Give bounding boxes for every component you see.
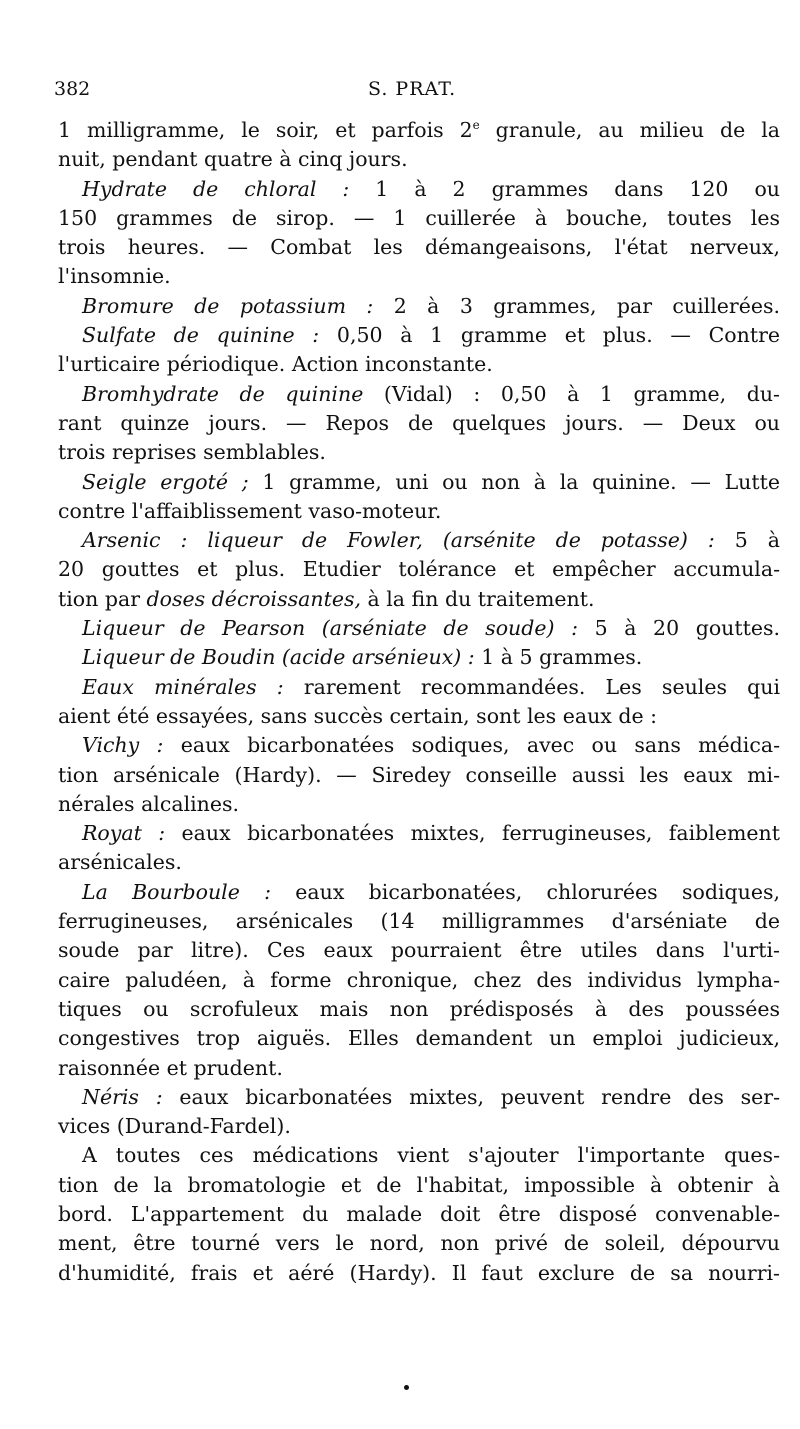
text-line: l'urticaire périodique. Action inconstante. (58, 352, 493, 377)
paragraph-start: A toutes ces médications vient s'ajouter l'importante ques- (82, 1143, 780, 1168)
text-line: tiques ou scrofuleux mais non prédisposés à des poussées (58, 996, 780, 1021)
entry-sulfate-quinine: Sulfate de quinine : 0,50 à 1 gramme et plus. — Contre (82, 323, 780, 348)
page-header (0, 78, 800, 108)
entry-bromure-potassium: Bromure de potassium : 2 à 3 grammes, par cuillerées. (82, 293, 780, 318)
entry-liqueur-boudin: Liqueur de Boudin (acide arsénieux) : 1 à 5 grammes. (82, 645, 643, 670)
entry-la-bourboule: La Bourboule : eaux bicarbonatées, chlorurées sodiques, (82, 879, 780, 904)
entry-neris: Néris : eaux bicarbonatées mixtes, peuvent rendre des ser- (82, 1084, 780, 1109)
text-line: rant quinze jours. — Repos de quelques jours. — Deux ou (58, 410, 780, 435)
entry-bromhydrate-quinine: Bromhydrate de quinine (Vidal) : 0,50 à 1 gramme, du- (82, 381, 780, 406)
text-line: 1 milligramme, le soir, et parfois 2e granule, au milieu de la (58, 118, 780, 142)
entry-liqueur-pearson: Liqueur de Pearson (arséniate de soude) : 5 à 20 gouttes. (82, 616, 781, 641)
text-line: soude par litre). Ces eaux pourraient être utiles dans l'urti- (58, 938, 780, 963)
text-line: 150 grammes de sirop. — 1 cuillerée à bouche, toutes les (58, 205, 780, 230)
page-mark-dot (404, 1385, 409, 1390)
page-number: 382 (54, 78, 91, 100)
text-line: congestives trop aiguës. Elles demandent un emploi judicieux, (58, 1026, 780, 1051)
text-line: ferrugineuses, arsénicales (14 milligrammes d'arséniate de (58, 909, 780, 934)
text-line: aient été essayées, sans succès certain, sont les eaux de : (58, 703, 658, 728)
entry-eaux-minerales: Eaux minérales : rarement recommandées. Les seules qui (82, 674, 780, 699)
text-line: trois heures. — Combat les démangeaisons, l'état nerveux, (58, 235, 780, 260)
text-line: nuit, pendant quatre à cinq jours. (58, 147, 408, 172)
text-line: tion arsénicale (Hardy). — Siredey conseille aussi les eaux mi- (58, 762, 780, 787)
entry-hydrate-chloral: Hydrate de chloral : 1 à 2 grammes dans 120 ou (82, 176, 781, 201)
entry-royat: Royat : eaux bicarbonatées mixtes, ferrugineuses, faiblement (82, 821, 780, 846)
text-line: tion par doses décroissantes, à la fin du traitement. (58, 586, 595, 611)
entry-arsenic: Arsenic : liqueur de Fowler, (arsénite de potasse) : 5 à (82, 528, 780, 553)
text-line: contre l'affaiblissement vaso-moteur. (58, 498, 442, 523)
text-line: vices (Durand-Fardel). (58, 1114, 291, 1139)
entry-seigle-ergote: Seigle ergoté ; 1 gramme, uni ou non à la quinine. — Lutte (82, 469, 780, 494)
text-line: 20 gouttes et plus. Etudier tolérance et empêcher accumula- (58, 557, 780, 582)
text-line: tion de la bromatologie et de l'habitat, impossible à obtenir à (58, 1172, 780, 1197)
text-line: ment, être tourné vers le nord, non privé de soleil, dépourvu (58, 1231, 780, 1256)
entry-vichy: Vichy : eaux bicarbonatées sodiques, avec ou sans médica- (82, 733, 780, 758)
text-line: l'insomnie. (58, 264, 171, 289)
text-line: bord. L'appartement du malade doit être disposé convenable- (58, 1201, 780, 1226)
text-line: caire paludéen, à forme chronique, chez des individus lympha- (58, 967, 780, 992)
text-line: d'humidité, frais et aéré (Hardy). Il faut exclure de sa nourri- (58, 1260, 780, 1285)
running-head: S. PRAT. (368, 78, 457, 100)
text-line: arsénicales. (58, 850, 182, 875)
text-line: nérales alcalines. (58, 791, 240, 816)
body-text (58, 116, 780, 1288)
text-line: raisonnée et prudent. (58, 1055, 283, 1080)
text-line: trois reprises semblables. (58, 440, 326, 465)
